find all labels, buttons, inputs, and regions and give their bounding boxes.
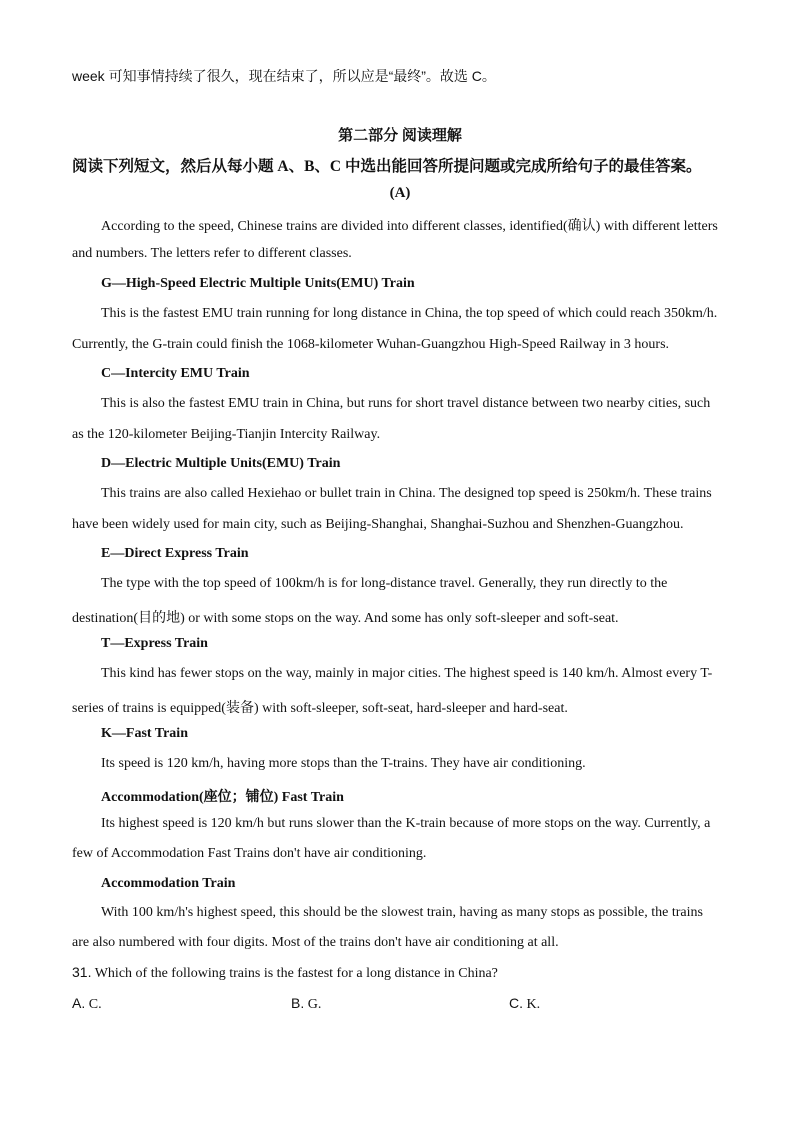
paragraph-line: destination(目的地) or with some stops on the way. And some has only soft-sleeper and soft-seat. <box>72 611 619 626</box>
paragraph-line: are also numbered with four digits. Most of the trains don't have air conditioning at all. <box>72 935 559 950</box>
question-number: 31. <box>72 964 92 980</box>
question-text: Which of the following trains is the fastest for a long distance in China? <box>94 966 498 981</box>
paragraph-line: The type with the top speed of 100km/h is for long-distance travel. Generally, they run directly to the <box>101 576 668 591</box>
paragraph-line: This trains are also called Hexiehao or bullet train in China. The designed top speed is 250km/h. These trains <box>101 486 712 501</box>
section-heading-g: G—High-Speed Electric Multiple Units(EMU) Train <box>101 276 415 291</box>
section-heading-c: C—Intercity EMU Train <box>101 366 250 381</box>
instruction: 阅读下列短文，然后从每小题 A、B、C 中选出能回答所提问题或完成所给句子的最佳答案。 <box>72 158 702 175</box>
option-letter: A. <box>72 995 86 1011</box>
section-title: 第二部分 阅读理解 <box>338 128 462 144</box>
option-a[interactable] <box>72 995 102 1013</box>
section-heading-t: T—Express Train <box>101 636 208 651</box>
option-text: G. <box>307 997 322 1012</box>
intro-line: and numbers. The letters refer to different classes. <box>72 246 352 261</box>
section-heading-accommodation-fast: Accommodation(座位；铺位) Fast Train <box>101 790 344 805</box>
paragraph-line: This is also the fastest EMU train in China, but runs for short travel distance between two nearby cities, such <box>101 396 711 411</box>
option-letter: B. <box>291 995 305 1011</box>
section-heading-k: K—Fast Train <box>101 726 188 741</box>
paragraph-line: series of trains is equipped(装备) with soft-sleeper, soft-seat, hard-sleeper and hard-seat. <box>72 701 568 716</box>
paragraph-line: This is the fastest EMU train running for long distance in China, the top speed of which could reach 350km/h. <box>101 306 718 321</box>
paragraph-line: few of Accommodation Fast Trains don't have air conditioning. <box>72 846 427 861</box>
paragraph-line: as the 120-kilometer Beijing-Tianjin Intercity Railway. <box>72 427 381 442</box>
paragraph-line: Currently, the G-train could finish the 1068-kilometer Wuhan-Guangzhou High-Speed Railway in 3 hours. <box>72 337 670 352</box>
question-31 <box>72 964 498 982</box>
section-heading-d: D—Electric Multiple Units(EMU) Train <box>101 456 341 471</box>
paragraph-line: Its speed is 120 km/h, having more stops than the T-trains. They have air conditioning. <box>101 756 586 771</box>
passage-label: (A) <box>389 185 411 201</box>
option-b[interactable] <box>291 995 321 1013</box>
option-c[interactable] <box>509 995 540 1013</box>
paragraph-line: have been widely used for main city, such as Beijing-Shanghai, Shanghai-Suzhou and Shenzhen-Guangzhou. <box>72 517 684 532</box>
intro-line: According to the speed, Chinese trains are divided into different classes, identified(确认) with different letters <box>101 219 718 234</box>
paragraph-line: Its highest speed is 120 km/h but runs slower than the K-train because of more stops on the way. Currently, a <box>101 816 711 831</box>
option-letter: C. <box>509 995 523 1011</box>
section-heading-accommodation: Accommodation Train <box>101 876 236 891</box>
section-heading-e: E—Direct Express Train <box>101 546 249 561</box>
option-text: C. <box>88 997 102 1012</box>
paragraph-line: This kind has fewer stops on the way, mainly in major cities. The highest speed is 140 km/h. Almost every T- <box>101 666 713 681</box>
previous-explanation: week 可知事情持续了很久，现在结束了，所以应是“最终”。故选 C。 <box>72 68 496 84</box>
paragraph-line: With 100 km/h's highest speed, this should be the slowest train, having as many stops as possible, the trains <box>101 905 703 920</box>
option-text: K. <box>526 997 541 1012</box>
